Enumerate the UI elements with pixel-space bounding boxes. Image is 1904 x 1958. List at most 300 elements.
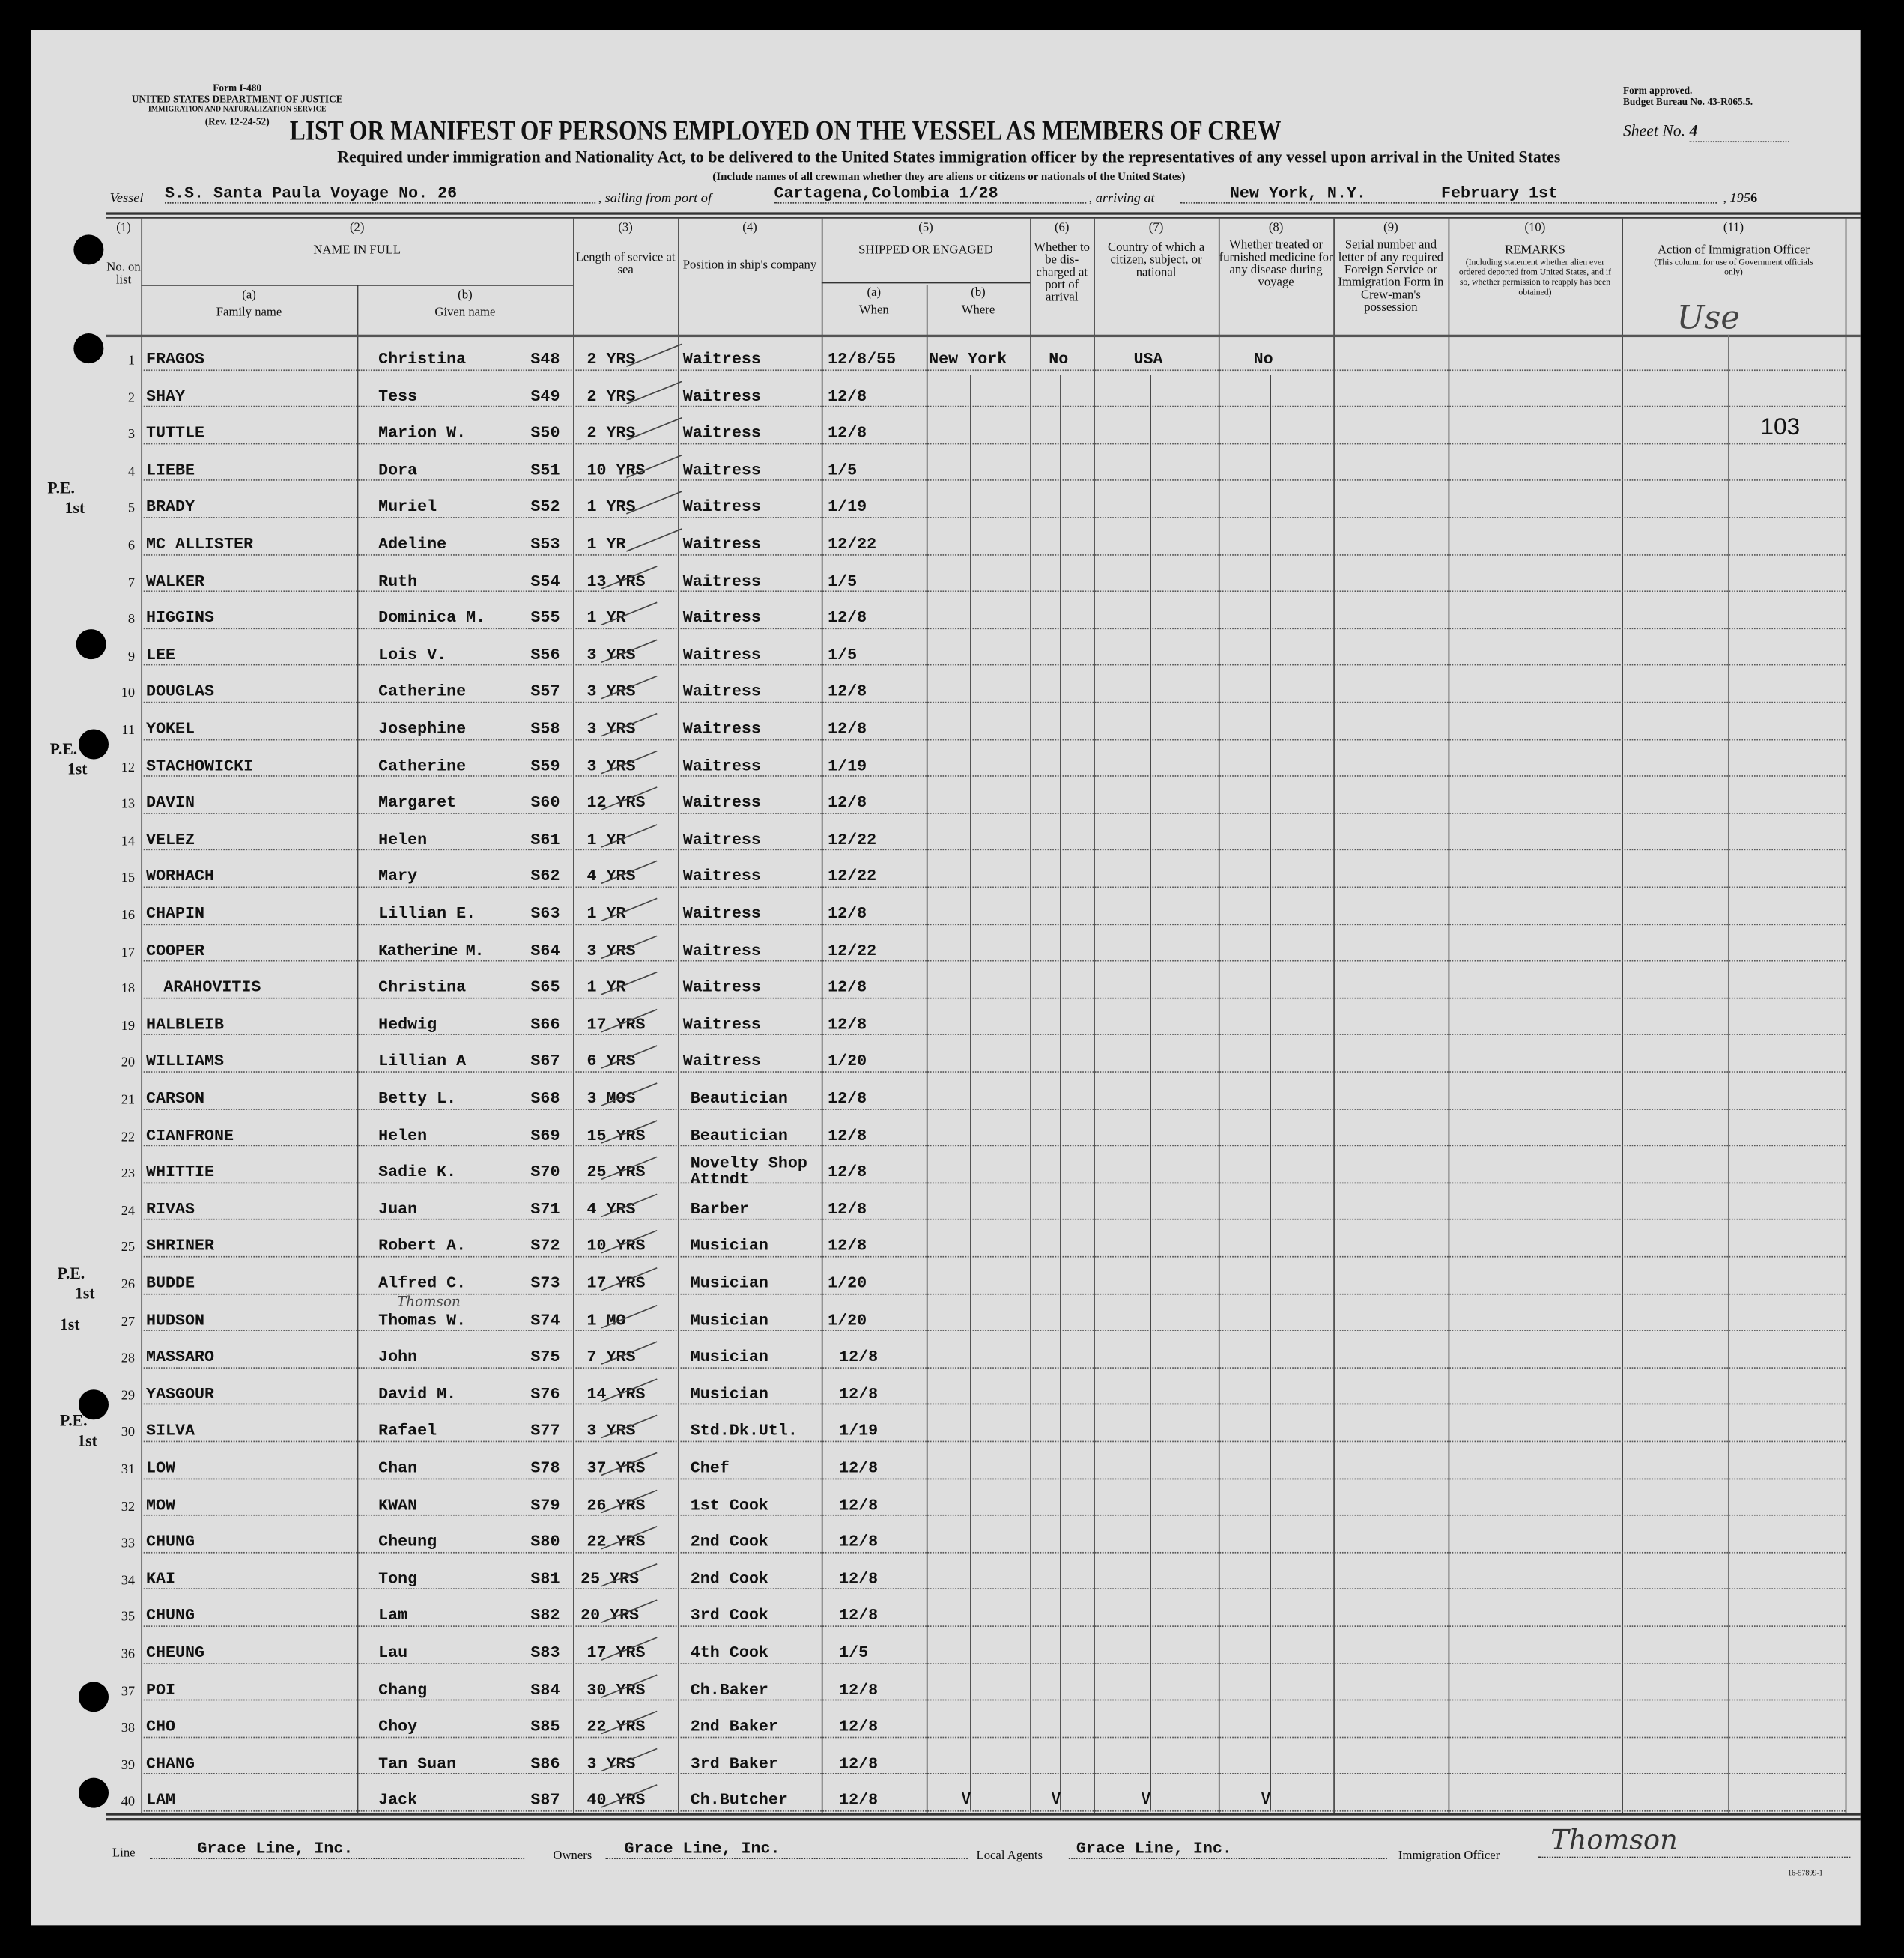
row-rule bbox=[141, 1515, 1845, 1516]
serial-number: S72 bbox=[530, 1236, 560, 1255]
row-number: 40 bbox=[121, 1794, 136, 1810]
row-rule bbox=[141, 1109, 1845, 1110]
given-name: KWAN bbox=[378, 1495, 418, 1515]
serial-number: S74 bbox=[530, 1310, 560, 1330]
row-number: 33 bbox=[121, 1536, 136, 1551]
first-annotation: 1st bbox=[64, 498, 85, 518]
column-number: (b) bbox=[971, 285, 986, 300]
position: Beautician bbox=[690, 1088, 788, 1108]
service-length: 22 YRS bbox=[586, 1532, 646, 1551]
family-name: MC ALLISTER bbox=[146, 534, 254, 554]
line-label: Line bbox=[112, 1846, 136, 1861]
family-name: DOUGLAS bbox=[146, 682, 215, 701]
date-engaged: 12/8 bbox=[828, 1199, 867, 1219]
position: Waitress bbox=[682, 460, 761, 479]
serial-number: S56 bbox=[530, 645, 560, 664]
date-engaged: 1/20 bbox=[828, 1273, 867, 1293]
column-header bbox=[1219, 222, 1333, 290]
revision: (Rev. 12-24-52) bbox=[204, 116, 270, 128]
position: Waitress bbox=[682, 497, 761, 517]
sheet-label: Sheet No. bbox=[1622, 121, 1686, 140]
given-name: Tong bbox=[378, 1568, 418, 1588]
column-divider bbox=[1094, 219, 1095, 1813]
family-name: BUDDE bbox=[146, 1273, 195, 1293]
position: Musician bbox=[690, 1384, 768, 1404]
column-header bbox=[106, 222, 142, 288]
serial-number: S68 bbox=[530, 1088, 560, 1108]
row-number: 3 bbox=[127, 427, 136, 443]
service-length: 13 YRS bbox=[586, 571, 646, 590]
family-name: CHO bbox=[146, 1717, 176, 1736]
first-annotation: 1st bbox=[75, 1283, 95, 1303]
position: 4th Cook bbox=[690, 1643, 768, 1662]
family-name: CARSON bbox=[146, 1088, 205, 1108]
row-number: 13 bbox=[121, 796, 136, 812]
service-length: 6 YRS bbox=[586, 1052, 636, 1071]
arrow-down-icon: ∨ bbox=[1139, 1788, 1152, 1811]
sheet-number bbox=[1623, 121, 1789, 142]
medicine-value: No bbox=[1253, 349, 1273, 369]
family-name: LIEBE bbox=[146, 460, 195, 479]
service-length: 3 YRS bbox=[586, 645, 636, 664]
service-length: 22 YRS bbox=[586, 1717, 646, 1736]
column-label: Action of Immigration Officer bbox=[1658, 243, 1810, 258]
serial-number: S67 bbox=[530, 1052, 560, 1071]
position: Waitress bbox=[682, 830, 761, 849]
row-rule bbox=[141, 1034, 1845, 1036]
service-length: 2 YRS bbox=[586, 423, 636, 443]
row-rule bbox=[141, 998, 1845, 999]
serial-number: S61 bbox=[530, 830, 560, 849]
given-name: Helen bbox=[378, 830, 428, 849]
family-name: WILLIAMS bbox=[146, 1052, 225, 1071]
date-engaged: 12/8 bbox=[839, 1347, 879, 1366]
service-length: 2 YRS bbox=[586, 387, 636, 406]
service-length: 25 YRS bbox=[586, 1163, 646, 1182]
position: Waitress bbox=[682, 608, 761, 628]
form-code: 16-57899-1 bbox=[1788, 1870, 1823, 1879]
column-divider bbox=[1622, 219, 1623, 1813]
position: Barber bbox=[690, 1199, 749, 1219]
serial-number: S57 bbox=[530, 682, 560, 701]
position: Musician bbox=[690, 1236, 768, 1255]
row-number: 6 bbox=[127, 538, 136, 554]
date-engaged: 12/8 bbox=[828, 682, 867, 701]
date-engaged: 12/8 bbox=[828, 792, 867, 812]
punch-hole bbox=[76, 629, 106, 659]
given-name: Christina bbox=[378, 978, 467, 997]
position: 2nd Cook bbox=[690, 1568, 768, 1588]
vessel-label: Vessel bbox=[109, 191, 144, 207]
column-number: (4) bbox=[742, 221, 757, 235]
row-number: 34 bbox=[121, 1572, 136, 1588]
year-prefix: , 195 bbox=[1723, 191, 1750, 207]
position: Waitress bbox=[682, 682, 761, 701]
service-length: 17 YRS bbox=[586, 1643, 646, 1662]
given-name: Katherine M. bbox=[378, 941, 484, 960]
column-label: Family name bbox=[216, 306, 282, 320]
date-engaged: 12/22 bbox=[828, 830, 877, 849]
date-engaged: 12/8 bbox=[839, 1606, 879, 1625]
citizenship: USA bbox=[1133, 349, 1163, 369]
column-header bbox=[822, 287, 927, 317]
given-name: Lillian A bbox=[378, 1052, 467, 1071]
serial-number: S77 bbox=[530, 1421, 560, 1440]
position: Waitress bbox=[682, 423, 761, 443]
position: Waitress bbox=[682, 792, 761, 812]
family-name: SHRINER bbox=[146, 1236, 215, 1255]
serial-number: S83 bbox=[530, 1643, 560, 1662]
given-name: Muriel bbox=[378, 497, 437, 517]
date-engaged: 12/8 bbox=[828, 387, 867, 406]
service: IMMIGRATION AND NATURALIZATION SERVICE bbox=[148, 106, 327, 114]
service-length: 1 YRS bbox=[586, 497, 636, 517]
date-engaged: 1/19 bbox=[828, 497, 867, 517]
first-annotation: 1st bbox=[60, 1315, 80, 1334]
column-number: (9) bbox=[1383, 221, 1398, 235]
column-divider bbox=[1219, 219, 1220, 1813]
family-name: HALBLEIB bbox=[146, 1014, 225, 1034]
service-length: 12 YRS bbox=[586, 792, 646, 812]
position: Ch.Baker bbox=[690, 1679, 768, 1699]
rule bbox=[141, 285, 357, 286]
position: Waitress bbox=[682, 1052, 761, 1071]
column-label: Where bbox=[961, 303, 995, 318]
date-engaged: 12/22 bbox=[828, 867, 877, 886]
row-number: 21 bbox=[121, 1092, 136, 1108]
rule bbox=[106, 217, 1861, 219]
column-divider bbox=[1030, 219, 1031, 1813]
family-name: HIGGINS bbox=[146, 608, 215, 628]
vessel-name: S.S. Santa Paula Voyage No. 26 bbox=[165, 184, 595, 204]
date-engaged: 1/19 bbox=[839, 1421, 879, 1440]
date-engaged: 1/5 bbox=[828, 571, 858, 590]
row-rule bbox=[141, 1478, 1845, 1479]
given-name: Margaret bbox=[378, 792, 457, 812]
officer-label: Immigration Officer bbox=[1398, 1849, 1500, 1864]
serial-number: S65 bbox=[530, 978, 560, 997]
date-engaged: 12/8 bbox=[828, 1125, 867, 1145]
row-rule bbox=[141, 1145, 1845, 1147]
family-name: TUTTLE bbox=[146, 423, 205, 443]
row-rule bbox=[141, 664, 1845, 666]
given-name: Sadie K. bbox=[378, 1163, 457, 1182]
rule bbox=[106, 1818, 1861, 1820]
service-length: 40 YRS bbox=[586, 1790, 646, 1810]
service-length: 37 YRS bbox=[586, 1458, 646, 1477]
service-length: 30 YRS bbox=[586, 1679, 646, 1699]
serial-number: S70 bbox=[530, 1163, 560, 1182]
date-engaged: 12/8/55 bbox=[828, 349, 897, 369]
date-engaged: 12/8 bbox=[828, 978, 867, 997]
row-number: 12 bbox=[121, 760, 136, 775]
row-number: 36 bbox=[121, 1646, 136, 1662]
serial-number: S86 bbox=[530, 1754, 560, 1773]
column-header bbox=[141, 222, 573, 258]
serial-number: S50 bbox=[530, 423, 560, 443]
position: Waitress bbox=[682, 756, 761, 775]
row-number: 37 bbox=[121, 1683, 136, 1699]
family-name: RIVAS bbox=[146, 1199, 195, 1219]
arrival-port: New York, N.Y. bbox=[1229, 184, 1366, 203]
given-name: Betty L. bbox=[378, 1088, 457, 1108]
punch-hole bbox=[79, 1682, 109, 1712]
serial-number: S48 bbox=[530, 349, 560, 369]
row-rule bbox=[141, 886, 1845, 888]
given-name: Dora bbox=[378, 460, 418, 479]
service-length: 4 YRS bbox=[586, 1199, 636, 1219]
column-label: REMARKS bbox=[1505, 243, 1565, 258]
serial-number: S73 bbox=[530, 1273, 560, 1293]
row-rule bbox=[141, 1219, 1845, 1221]
given-name: Marion W. bbox=[378, 423, 467, 443]
row-number: 7 bbox=[127, 575, 136, 590]
column-header bbox=[1449, 222, 1622, 297]
column-number: (5) bbox=[918, 221, 933, 235]
column-label: Given name bbox=[434, 306, 496, 320]
row-number: 30 bbox=[121, 1425, 136, 1440]
family-name: ARAHOVITIS bbox=[163, 978, 261, 997]
service-length: 10 YRS bbox=[586, 460, 646, 479]
date-engaged: 12/8 bbox=[828, 1014, 867, 1034]
service-length: 3 YRS bbox=[586, 1754, 636, 1773]
rule bbox=[357, 285, 573, 286]
family-name: MASSARO bbox=[146, 1347, 215, 1366]
service-length: 1 YR bbox=[586, 608, 626, 628]
service-length: 3 YRS bbox=[586, 719, 636, 739]
column-divider bbox=[573, 219, 574, 1813]
date-engaged: 12/8 bbox=[828, 1163, 867, 1182]
date-engaged: 12/8 bbox=[839, 1532, 879, 1551]
position: Musician bbox=[690, 1347, 768, 1366]
serial-number: S55 bbox=[530, 608, 560, 628]
row-rule bbox=[141, 406, 1845, 407]
column-number: (a) bbox=[242, 288, 256, 303]
line-value: Grace Line, Inc. bbox=[150, 1839, 524, 1859]
rule bbox=[822, 282, 1030, 284]
column-divider bbox=[678, 219, 679, 1813]
position: Waitress bbox=[682, 534, 761, 554]
serial-number: S81 bbox=[530, 1568, 560, 1588]
service-length: 3 YRS bbox=[586, 756, 636, 775]
ditto-arrow-line bbox=[970, 374, 971, 1810]
given-name: John bbox=[378, 1347, 418, 1366]
given-name: Mary bbox=[378, 867, 418, 886]
row-number: 31 bbox=[121, 1461, 136, 1477]
serial-number: S58 bbox=[530, 719, 560, 739]
column-label: Serial number and letter of any required Foreign Service or Immigration Form in Crew-man's possession bbox=[1338, 238, 1444, 315]
service-length: 15 YRS bbox=[586, 1125, 646, 1145]
position: Ch.Butcher bbox=[690, 1790, 788, 1810]
serial-number: S79 bbox=[530, 1495, 560, 1515]
family-name: YASGOUR bbox=[146, 1384, 215, 1404]
service-length: 20 YRS bbox=[580, 1606, 640, 1625]
family-name: VELEZ bbox=[146, 830, 195, 849]
position: 1st Cook bbox=[690, 1495, 768, 1515]
ditto-arrow-line bbox=[1270, 374, 1271, 1810]
service-length: 3 MOS bbox=[586, 1088, 636, 1108]
agents-value: Grace Line, Inc. bbox=[1069, 1839, 1387, 1859]
row-number: 17 bbox=[121, 945, 136, 960]
row-number: 11 bbox=[121, 723, 136, 739]
row-rule bbox=[141, 1589, 1845, 1590]
where-shipped: New York bbox=[929, 349, 1007, 369]
pencil-line bbox=[1728, 335, 1729, 1813]
given-name: Rafael bbox=[378, 1421, 437, 1440]
date-engaged: 12/22 bbox=[828, 941, 877, 960]
given-name: Lois V. bbox=[378, 645, 447, 664]
family-name: FRAGOS bbox=[146, 349, 205, 369]
given-name: Robert A. bbox=[378, 1236, 467, 1255]
column-divider bbox=[357, 285, 359, 1813]
officer-note: (This column for use of Government officials only) bbox=[1654, 257, 1813, 278]
rule bbox=[106, 212, 1861, 214]
service-length: 7 YRS bbox=[586, 1347, 636, 1366]
family-name: CHUNG bbox=[146, 1532, 195, 1551]
row-rule bbox=[141, 1182, 1845, 1183]
column-label: Position in ship's company bbox=[682, 258, 817, 273]
budget-bureau: Budget Bureau No. 43-R065.5. bbox=[1622, 96, 1753, 108]
service-length: 1 YR bbox=[586, 534, 626, 554]
instruction-note: (Include names of all crewman whether they are aliens or citizens or nationals of the United States) bbox=[712, 169, 1186, 183]
family-name: CHUNG bbox=[146, 1606, 195, 1625]
date-engaged: 12/8 bbox=[828, 719, 867, 739]
column-number: (6) bbox=[1054, 221, 1070, 235]
serial-number: S60 bbox=[530, 792, 560, 812]
position: Waitress bbox=[682, 571, 761, 590]
rule bbox=[106, 335, 1861, 337]
row-number: 24 bbox=[121, 1203, 136, 1219]
arrival-date: February 1st bbox=[1440, 184, 1559, 203]
row-rule bbox=[141, 813, 1845, 814]
position: Waitress bbox=[682, 941, 761, 960]
rule bbox=[106, 1813, 1861, 1815]
given-name: Juan bbox=[378, 1199, 418, 1219]
column-label: Length of service at sea bbox=[575, 251, 676, 278]
row-rule bbox=[141, 517, 1845, 518]
ditto-arrow-line bbox=[1060, 374, 1061, 1810]
date-engaged: 12/8 bbox=[839, 1754, 879, 1773]
service-length: 1 YR bbox=[586, 903, 626, 923]
pe-annotation: P.E. bbox=[57, 1263, 85, 1282]
row-rule bbox=[141, 1663, 1845, 1664]
column-header bbox=[1030, 222, 1094, 305]
date-engaged: 12/8 bbox=[839, 1717, 879, 1736]
family-name: LAM bbox=[146, 1790, 176, 1810]
given-name: Helen bbox=[378, 1125, 428, 1145]
given-name: Jack bbox=[378, 1790, 418, 1810]
date-engaged: 12/8 bbox=[839, 1384, 879, 1404]
arrow-down-icon: ∨ bbox=[1049, 1788, 1062, 1811]
date-engaged: 12/8 bbox=[839, 1679, 879, 1699]
family-name: MOW bbox=[146, 1495, 176, 1515]
row-number: 39 bbox=[121, 1757, 136, 1773]
ditto-arrow-line bbox=[1150, 374, 1151, 1810]
date-engaged: 12/8 bbox=[828, 423, 867, 443]
owners-label: Owners bbox=[553, 1849, 592, 1864]
column-label: Country of which a citizen, subject, or national bbox=[1107, 240, 1205, 280]
row-number: 5 bbox=[127, 501, 136, 517]
row-number: 4 bbox=[127, 464, 136, 479]
position: Waitress bbox=[682, 867, 761, 886]
department: UNITED STATES DEPARTMENT OF JUSTICE bbox=[131, 94, 343, 106]
service-length: 1 YR bbox=[586, 830, 626, 849]
position: 3rd Baker bbox=[690, 1754, 778, 1773]
row-number: 19 bbox=[121, 1018, 136, 1034]
serial-number: S82 bbox=[530, 1606, 560, 1625]
position: Beautician bbox=[690, 1125, 788, 1145]
arriving-label: , arriving at bbox=[1088, 191, 1155, 207]
punch-hole bbox=[73, 234, 103, 264]
row-rule bbox=[141, 1071, 1845, 1073]
service-length: 1 MO bbox=[586, 1310, 626, 1330]
serial-number: S71 bbox=[530, 1199, 560, 1219]
serial-number: S80 bbox=[530, 1532, 560, 1551]
row-number: 25 bbox=[121, 1240, 136, 1255]
column-divider bbox=[1449, 219, 1450, 1813]
pe-annotation: P.E. bbox=[49, 739, 78, 758]
row-rule bbox=[141, 775, 1845, 777]
family-name: POI bbox=[146, 1679, 176, 1699]
row-rule bbox=[141, 1552, 1845, 1554]
date-engaged: 12/8 bbox=[828, 1088, 867, 1108]
serial-number: S63 bbox=[530, 903, 560, 923]
given-name: Alfred C. bbox=[378, 1273, 467, 1293]
given-name: Catherine bbox=[378, 756, 467, 775]
column-header bbox=[1333, 222, 1448, 315]
family-name: STACHOWICKI bbox=[146, 756, 254, 775]
column-label: Whether treated or furnished medicine for any disease during voyage bbox=[1219, 238, 1333, 290]
column-header bbox=[927, 287, 1030, 317]
family-name: CHAPIN bbox=[146, 903, 205, 923]
column-label: Whether to be dis-charged at port of arrival bbox=[1034, 240, 1090, 305]
serial-number: S75 bbox=[530, 1347, 560, 1366]
given-name: Lau bbox=[378, 1643, 408, 1662]
row-rule bbox=[141, 702, 1845, 703]
family-name: LEE bbox=[146, 645, 176, 664]
given-name: Chang bbox=[378, 1679, 428, 1699]
row-number: 14 bbox=[121, 834, 136, 849]
serial-number: S64 bbox=[530, 941, 560, 960]
column-header bbox=[1094, 222, 1219, 280]
row-number: 16 bbox=[121, 907, 136, 923]
hudson-handwritten-note: Thomson bbox=[397, 1293, 461, 1310]
row-rule bbox=[141, 1736, 1845, 1738]
agents-label: Local Agents bbox=[976, 1849, 1043, 1864]
serial-number: S59 bbox=[530, 756, 560, 775]
row-number: 15 bbox=[121, 870, 136, 886]
position: 3rd Cook bbox=[690, 1606, 768, 1625]
position: Std.Dk.Utl. bbox=[690, 1421, 798, 1440]
serial-number: S84 bbox=[530, 1679, 560, 1699]
row-number: 18 bbox=[121, 981, 136, 997]
given-name: Christina bbox=[378, 349, 467, 369]
row-number: 29 bbox=[121, 1388, 136, 1404]
officer-signature: Thomson bbox=[1538, 1825, 1851, 1858]
row-number: 20 bbox=[121, 1055, 136, 1071]
row-rule bbox=[141, 1367, 1845, 1369]
row-number: 10 bbox=[121, 685, 136, 701]
service-length: 3 YRS bbox=[586, 941, 636, 960]
given-name: David M. bbox=[378, 1384, 457, 1404]
position: Waitress bbox=[682, 387, 761, 406]
position: Musician bbox=[690, 1310, 768, 1330]
row-number: 27 bbox=[121, 1314, 136, 1330]
serial-number: S49 bbox=[530, 387, 560, 406]
row-rule bbox=[141, 960, 1845, 962]
row-number: 32 bbox=[121, 1499, 136, 1515]
position: Novelty Shop Attndt bbox=[690, 1154, 807, 1189]
